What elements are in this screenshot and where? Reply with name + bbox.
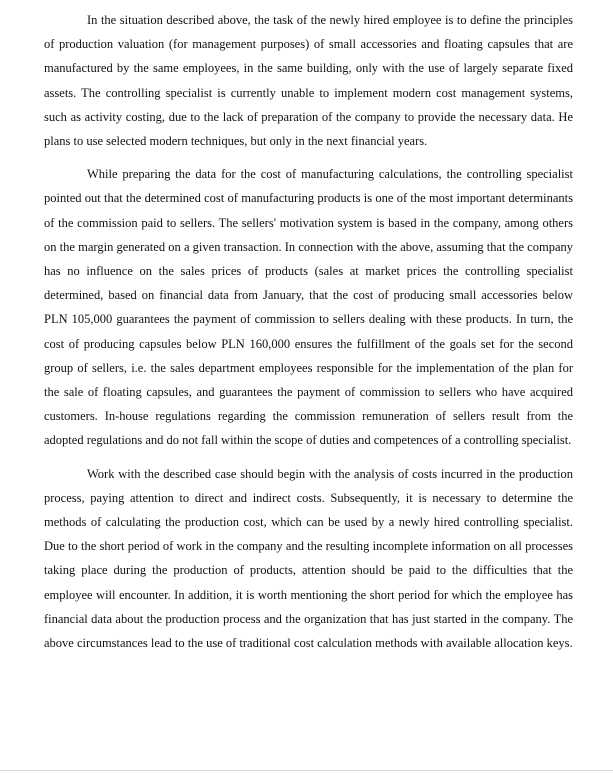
paragraph-production-valuation: In the situation described above, the task of the newly hired employee is to define the principles of production valuation (for management purposes) of small accessories and floating capsules that are manufactured by the same employees, in the same building, only with the use of largely separate fixed assets. The controlling specialist is currently unable to implement modern cost management systems, such as activity costing, due to the lack of preparation of the company to provide the necessary data. He plans to use selected modern techniques, but only in the next financial years. xyxy=(44,13,573,149)
document-body xyxy=(44,8,573,655)
page-bottom-divider xyxy=(0,770,613,771)
paragraph-seller-commission: While preparing the data for the cost of manufacturing calculations, the controlling specialist pointed out that the determined cost of manufacturing products is one of the most important determinants of the commission paid to sellers. The sellers' motivation system is based in the company, among others on the margin generated on a given transaction. In connection with the above, assuming that the company has no influence on the sales prices of products (sales at market prices the controlling specialist determined, based on financial data from January, that the cost of producing small accessories below PLN 105,000 guarantees the payment of commission to sellers dealing with these products. In turn, the cost of producing capsules below PLN 160,000 ensures the fulfillment of the goals set for the second group of sellers, i.e. the sales department employees responsible for the implementation of the plan for the sale of floating capsules, and guarantees the payment of commission to sellers who have acquired customers. In-house regulations regarding the commission remuneration of sellers result from the adopted regulations and do not fall within the scope of duties and competences of a controlling specialist. xyxy=(44,167,573,448)
paragraph-case-analysis: Work with the described case should begin with the analysis of costs incurred in the production process, paying attention to direct and indirect costs. Subsequently, it is necessary to determine the methods of calculating the production cost, which can be used by a newly hired controlling specialist. Due to the short period of work in the company and the resulting incomplete information on all processes taking place during the production of products, attention should be paid to the difficulties that the employee will encounter. In addition, it is worth mentioning the short period for which the employee has financial data about the production process and the organization that has just started in the company. The above circumstances lead to the use of traditional cost calculation methods with available allocation keys. xyxy=(44,466,573,651)
